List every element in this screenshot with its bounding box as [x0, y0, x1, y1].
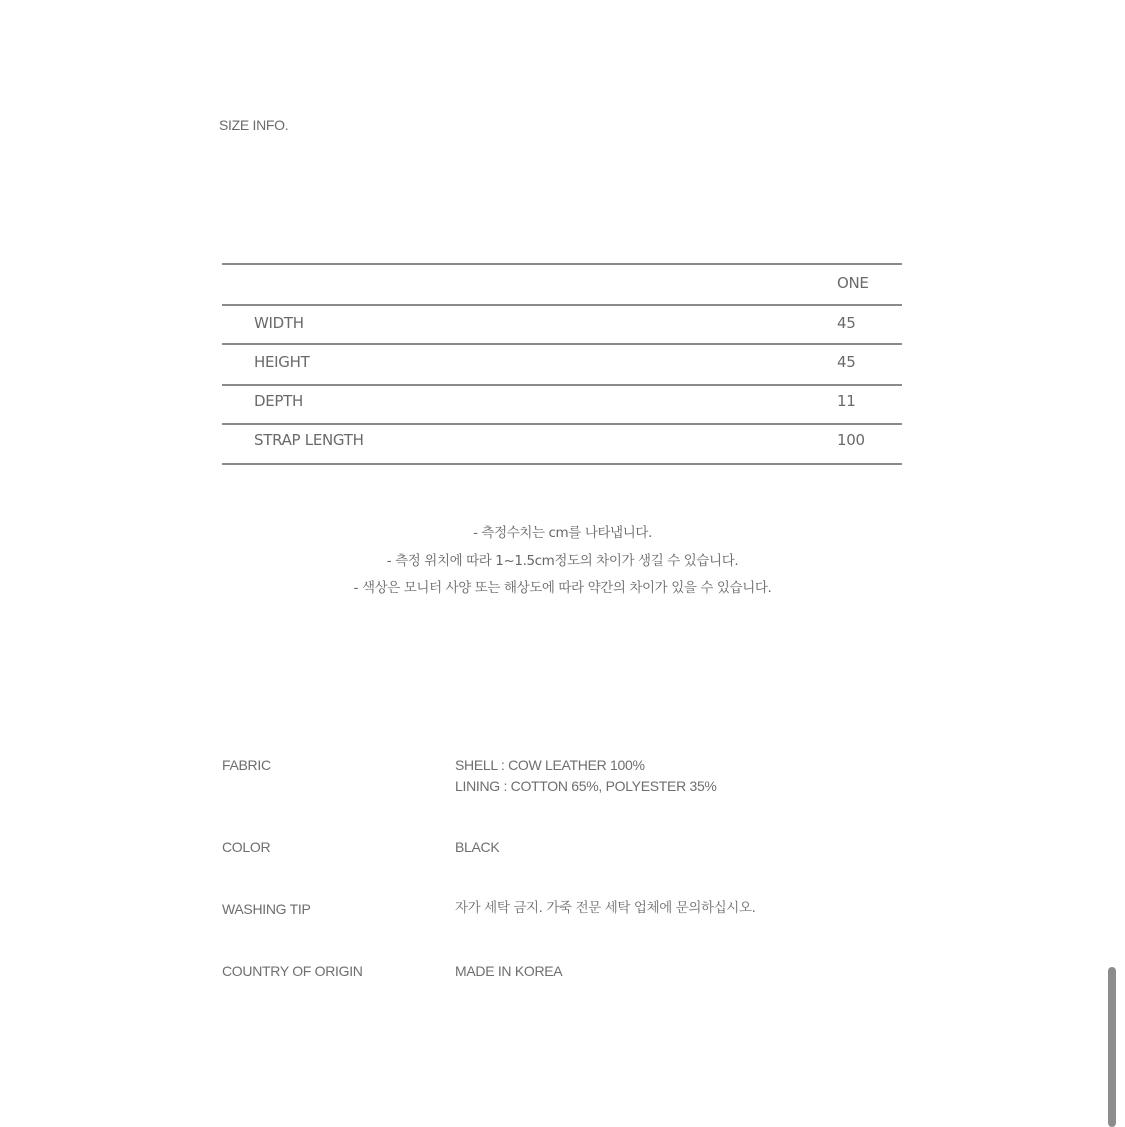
info-value-country-of-origin: MADE IN KOREA	[455, 963, 563, 979]
note-line: - 측정 위치에 따라 1~1.5cm정도의 차이가 생길 수 있습니다.	[386, 552, 739, 569]
info-value-washing-tip: 자가 세탁 금지. 가죽 전문 세탁 업체에 문의하십시오.	[455, 900, 756, 916]
info-value-fabric	[455, 755, 717, 797]
fabric-shell: SHELL : COW LEATHER 100%	[455, 757, 645, 773]
size-row-depth	[222, 384, 902, 423]
fabric-lining: LINING : COTTON 65%, POLYESTER 35%	[455, 778, 717, 794]
note-line: - 측정수치는 cm를 나타냅니다.	[473, 525, 652, 541]
size-row-height	[222, 343, 902, 384]
size-row-strap-length	[222, 423, 902, 465]
size-row-value: 11	[837, 392, 856, 410]
info-label: COUNTRY OF ORIGIN	[222, 963, 363, 979]
vertical-scrollbar[interactable]	[1108, 967, 1116, 1127]
size-row-label: HEIGHT	[254, 353, 310, 371]
size-row-label: DEPTH	[254, 392, 304, 410]
size-info-title: SIZE INFO.	[219, 117, 289, 133]
size-row-value: 45	[837, 314, 856, 332]
size-header-one: ONE	[837, 274, 869, 292]
size-row-label: WIDTH	[254, 314, 304, 332]
info-label: COLOR	[222, 839, 271, 855]
size-table-header	[222, 263, 902, 304]
info-value-color: BLACK	[455, 839, 500, 855]
measurement-notes	[0, 520, 1125, 603]
info-label: FABRIC	[222, 757, 271, 773]
size-row-width	[222, 304, 902, 343]
size-row-value: 45	[837, 353, 856, 371]
size-row-label: STRAP LENGTH	[254, 431, 364, 449]
size-table	[222, 263, 902, 465]
size-row-value: 100	[837, 431, 865, 449]
note-line: - 색상은 모니터 사양 또는 해상도에 따라 약간의 차이가 있을 수 있습니다.	[353, 580, 772, 596]
info-label: WASHING TIP	[222, 901, 311, 917]
